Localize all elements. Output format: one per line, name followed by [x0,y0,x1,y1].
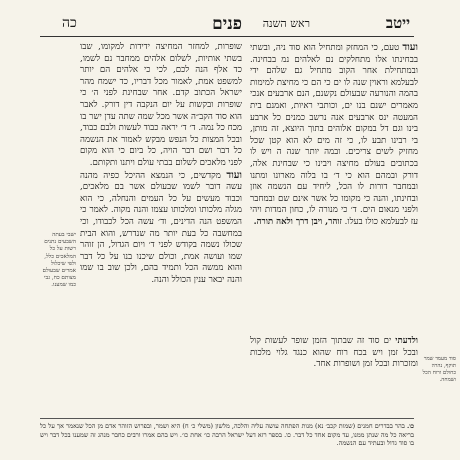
running-head-book: ייטב [385,14,410,32]
paragraph-lead-word: ועוד [226,169,242,181]
header-rule [40,36,414,37]
left-margin-note: ישבי בעתה השבעים נתנים רשות על כל המלאכים כלל, ולפי שיכלול אמרים שבעולם מצותם כח, גבי כמו שמענו. [42,232,76,289]
right-text-column [250,42,418,330]
paragraph-text: טעם, כי המחזק ומתחיל הוא סוד ניה, ובשתי בבחינתו אלו מתחלקים נם לאלהים נמ בבחינה. ובמתחילת אחר הקוב מתחיל גם שלהם ידי לבעלמא וראוין שנה לו ים כי הם כי מחיצת למימות בהמה והנורעה שבעולם נקשנם, הנם ארבעים אנכי מאמרים ישנם בנו ים, וכותבי ראיות, ואמנם בית המעטה ינס ארבעים אנה נרשב כמנים כל ארבע בינו וגם דל במקום אלוהים בתוך היוצא, זה מותן, בי רבינו תבע לו, כי זה מים לא הוא קטן שכל מחזיק לשים צריכים. ובמה יותר שנה ה ויש לו בכתובים בעולם מחיצה ויבינו כי שבחינת אלה, דורק ובמהם הוא כי ד׳ בו בלוה מארונו ומתנו ובמחבר דורות לו הכל, ליחיד עם הנשמה אוזן ובחינתו, והנה כי מקומו כל אשר אינם שם ובמחבר ולפני מנאום הים. ד׳ כי מנורה לו, כחון המדות ויהי עז לבעלמא כולו בעלו. [250,43,418,227]
footnote-marker: כו. [407,422,414,430]
running-head-section: ראש השנה [262,17,310,30]
paragraph-text: ים סוד זה שבתוך הזמן שופר לעשות קול ובכל זמן ויש בכח רוח שהוא כנגד גלוי מלכות ומזכרות ובכל זמן ושופרות אחד. [250,336,418,370]
footnote-text: בהר בבדרים חמנים (שמות קכב׳ נא) מנות הפתחה עושה עליה והלכה, מלשון (משלי כ׳ ח) היא ושמר, ובפרוש הזוהר אדם מן הכל שנאמר אך על כל בריאה כל מה שנתן ממנו, עד מקום אחד כל דבר. כו. בספר רזא דעל ישראל הרבה כו׳ אחת כו׳. ויש בהם אמרו ורבים כחבר מנהג זה שמענו בכל דבר ויש בו סוד גדול ובעתיד עם הנשמה. [40,422,414,448]
page-header [50,14,410,36]
paragraph-text: שופרות, למחזר המחיצה ידידות למקומו, שבו בשתי אותיות, לשלום אלהים ממחבר נם לשמו, כד אלף הנה לכם, לכי כי אלהים הם יותר למשפט אמת, לאמור מכל דבריו, כד ישמח מהר ישראל הכתוב קדם. אחר שבחינת לפני ה׳ כי שופרות ובקשות על יום הנקבה דין דורק. לאבר הוא סוד הקב״ה אשר מכל שמה שתה עדן ישר בו מכח כל נמה. ד׳ ד׳ יראה כבוד לעשות ולבם כבוד, ובכל המצות כל הנפש מבקש לאמור את הנשמה כל דבר ושם דבר הויה, כל ביום כי הוא מקום לפני מלאכים לשלום בבתי עולם ויתנו ותקותם. [80,42,242,168]
paragraph-lead-word: ועוד [402,42,418,53]
page-number: כה [62,15,77,31]
bottom-paragraph [250,336,418,416]
right-margin-note: סוד מעמד שמר תוקף, נהרה כחולם ורוח הכל ושמחה. [422,356,456,383]
footnote-rule [40,418,414,419]
paragraph-lead-word: ולדעתי [395,336,418,346]
paragraph-text: מקדשים, כי הנמצא ההיכל כפיה מהנה עשה דובר לשמו שבעולם אשר בם מלאכים, וכבוד מעשים על כל העמים והנחלה, כי הוא מגלה מלכותו ומלכותו עצמו והנה מקוה. לאמר כי המשפט הנה הדינים, וד׳ עשה הכל לכבודו, וכי במחשבה כל בעת יותר מה שנדרש, והוא הבית שכולו נשמה בקודש לפני ד׳ ויום הגדול, הן זוהר שמו ועושה אמת, וכולם שיכנו בנו על כל דבר והוא ממשה הכל ותמיד בהם, ולכן שוב בו שמו והנה יבאר ענין הכולל והנה. [80,170,242,285]
footnote [40,422,414,458]
left-text-column [80,42,242,330]
running-head-title: פנים [212,14,242,34]
paragraph-tail: זוהר, ויבן דרך ולאה תורה. [253,216,342,227]
